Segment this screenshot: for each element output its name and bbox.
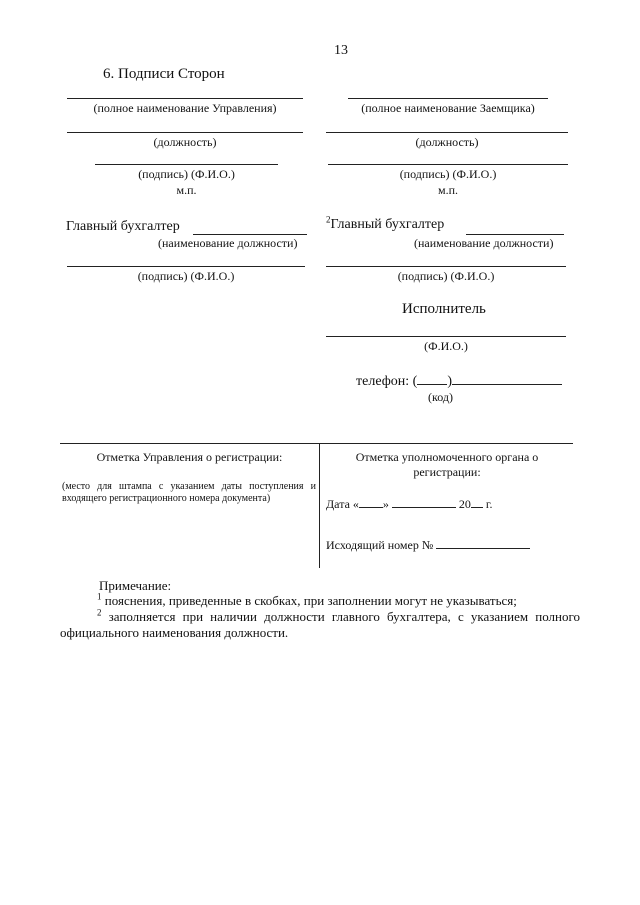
left-chief-position-caption: (наименование должности)	[158, 236, 298, 250]
left-position-caption: (должность)	[153, 135, 217, 149]
registration-right-header: Отметка уполномоченного органа о регистрации:	[355, 450, 539, 479]
right-full-name-caption: (полное наименование Заемщика)	[361, 101, 535, 115]
date-year-blank	[471, 497, 483, 508]
right-signature-caption: (подпись) (Ф.И.О.)	[399, 167, 497, 181]
date-label: Дата «	[326, 497, 359, 511]
date-year-prefix: 20	[458, 497, 471, 511]
page-number: 13	[334, 43, 348, 58]
date-month-blank	[392, 497, 456, 508]
right-chief-accountant-label	[326, 214, 445, 233]
left-chief-position-line	[193, 234, 307, 235]
registration-date-field	[326, 497, 493, 512]
executor-label: Исполнитель	[402, 301, 486, 317]
notes-title: Примечание:	[99, 578, 172, 593]
executor-name-caption: (Ф.И.О.)	[424, 339, 468, 353]
note-2-marker: 2	[97, 607, 102, 618]
date-day-blank	[359, 497, 383, 508]
note-1-text: пояснения, приведенные в скобках, при заполнении могут не указываться;	[104, 593, 517, 608]
right-position-line	[326, 132, 568, 133]
date-year-suffix: г.	[485, 497, 493, 511]
executor-name-line	[326, 336, 566, 337]
footnote-marker-2: 2	[326, 214, 331, 225]
phone-field	[356, 372, 562, 390]
left-full-name-caption: (полное наименование Управления)	[93, 101, 277, 115]
phone-close: )	[447, 374, 452, 389]
left-full-name-line	[67, 98, 303, 99]
registration-stamp-note: (место для штампа с указанием даты поступления и входящего регистрационного номера документа)	[62, 481, 316, 504]
outgoing-number-blank	[436, 538, 530, 549]
right-chief-position-line	[466, 234, 564, 235]
left-seal: м.п.	[176, 183, 197, 197]
note-2	[60, 609, 580, 641]
left-signature-caption: (подпись) (Ф.И.О.)	[138, 167, 235, 181]
right-position-caption: (должность)	[415, 135, 479, 149]
registration-divider	[319, 443, 320, 568]
outgoing-number-field	[326, 538, 530, 553]
left-chief-signature-line	[67, 266, 305, 267]
outgoing-number-label: Исходящий номер №	[326, 538, 434, 552]
left-position-line	[67, 132, 303, 133]
right-chief-signature-caption: (подпись) (Ф.И.О.)	[397, 269, 495, 283]
left-chief-accountant-label: Главный бухгалтер	[66, 219, 180, 234]
right-chief-position-caption: (наименование должности)	[414, 236, 554, 250]
right-seal: м.п.	[437, 183, 458, 197]
phone-label: телефон: (	[356, 374, 418, 389]
section-title: 6. Подписи Сторон	[103, 66, 225, 82]
code-caption: (код)	[428, 390, 453, 404]
phone-number-blank	[452, 372, 562, 385]
left-signature-line	[95, 164, 278, 165]
date-quote-close: »	[382, 497, 389, 511]
right-signature-line	[328, 164, 568, 165]
right-chief-accountant-text: Главный бухгалтер	[330, 217, 445, 232]
note-2-text: заполняется при наличии должности главного бухгалтера, с указанием полного официального наименования должности.	[60, 609, 580, 640]
right-chief-signature-line	[326, 266, 566, 267]
note-1-marker: 1	[97, 591, 102, 602]
right-full-name-line	[348, 98, 548, 99]
registration-top-line	[60, 443, 573, 444]
note-1	[97, 593, 577, 609]
registration-left-header: Отметка Управления о регистрации:	[96, 450, 283, 464]
left-chief-signature-caption: (подпись) (Ф.И.О.)	[137, 269, 235, 283]
phone-code-blank	[417, 372, 447, 385]
